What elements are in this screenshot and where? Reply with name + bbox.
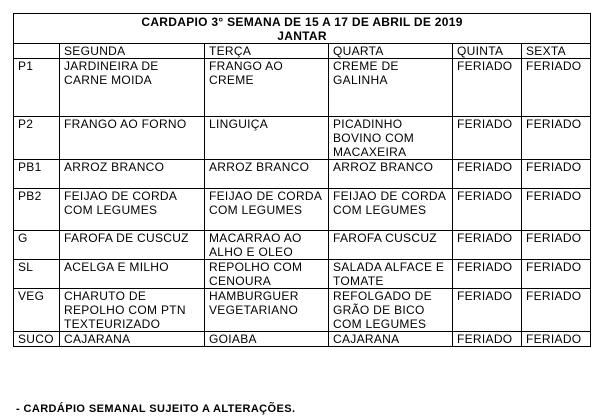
table-cell: FERIADO (453, 289, 522, 332)
table-cell: FERIADO (453, 231, 522, 260)
table-row (14, 160, 591, 189)
table-cell: ARROZ BRANCO (329, 160, 453, 189)
table-cell: FERIADO (453, 160, 522, 189)
row-label: PB2 (14, 189, 60, 231)
table-cell: FAROFA DE CUSCUZ (60, 231, 205, 260)
row-label: P2 (14, 117, 60, 160)
header-row (14, 44, 591, 59)
table-cell: FERIADO (522, 189, 591, 231)
row-label: VEG (14, 289, 60, 332)
table-cell: LINGUIÇA (205, 117, 329, 160)
table-cell: FERIADO (453, 117, 522, 160)
menu-subtitle-text: JANTAR (277, 29, 327, 43)
menu-title-text: CARDAPIO 3° SEMANA DE 15 A 17 DE ABRIL DE 2019 (141, 15, 463, 29)
table-cell: FERIADO (453, 260, 522, 289)
table-row (14, 189, 591, 231)
column-header-label (14, 44, 60, 59)
table-cell: CAJARANA (60, 332, 205, 347)
table-cell: FRANGO AO CREME (205, 59, 329, 117)
column-header-quinta: QUINTA (453, 44, 522, 59)
table-cell: REFOLGADO DE GRÃO DE BICO COM LEGUMES (329, 289, 453, 332)
table-cell: ARROZ BRANCO (205, 160, 329, 189)
table-cell: MACARRAO AO ALHO E OLEO (205, 231, 329, 260)
table-cell: FERIADO (522, 117, 591, 160)
table-row (14, 289, 591, 332)
row-label: P1 (14, 59, 60, 117)
table-cell: PICADINHO BOVINO COM MACAXEIRA (329, 117, 453, 160)
table-row (14, 260, 591, 289)
table-cell: REPOLHO COM CENOURA (205, 260, 329, 289)
table-cell: FERIADO (522, 59, 591, 117)
table-cell: FEIJAO DE CORDA COM LEGUMES (60, 189, 205, 231)
table-cell: SALADA ALFACE E TOMATE (329, 260, 453, 289)
table-cell: CREME DE GALINHA (329, 59, 453, 117)
table-row (14, 332, 591, 347)
table-cell: CHARUTO DE REPOLHO COM PTN TEXTEURIZADO (60, 289, 205, 332)
table-cell: FAROFA CUSCUZ (329, 231, 453, 260)
table-cell: FERIADO (522, 260, 591, 289)
menu-disclaimer-note: - CARDÁPIO SEMANAL SUJEITO A ALTERAÇÕES. (16, 403, 296, 415)
table-cell: JARDINEIRA DE CARNE MOIDA (60, 59, 205, 117)
table-cell: FERIADO (453, 189, 522, 231)
table-cell: FERIADO (522, 332, 591, 347)
table-cell: CAJARANA (329, 332, 453, 347)
row-label: SUCO (14, 332, 60, 347)
table-row (14, 59, 591, 117)
table-cell: FEIJAO DE CORDA COM LEGUMES (329, 189, 453, 231)
table-row (14, 231, 591, 260)
table-cell: HAMBURGUER VEGETARIANO (205, 289, 329, 332)
table-cell: GOIABA (205, 332, 329, 347)
row-label: G (14, 231, 60, 260)
table-row (14, 117, 591, 160)
table-cell: FRANGO AO FORNO (60, 117, 205, 160)
table-cell: ACELGA E MILHO (60, 260, 205, 289)
column-header-terca: TERÇA (205, 44, 329, 59)
row-label: PB1 (14, 160, 60, 189)
table-cell: FEIJAO DE CORDA COM LEGUMES (205, 189, 329, 231)
menu-table (13, 13, 591, 347)
table-cell: FERIADO (453, 332, 522, 347)
column-header-segunda: SEGUNDA (60, 44, 205, 59)
table-cell: FERIADO (453, 59, 522, 117)
column-header-quarta: QUARTA (329, 44, 453, 59)
table-cell: FERIADO (522, 289, 591, 332)
menu-title (14, 14, 591, 44)
table-cell: FERIADO (522, 160, 591, 189)
title-row (14, 14, 591, 44)
table-cell: ARROZ BRANCO (60, 160, 205, 189)
table-cell: FERIADO (522, 231, 591, 260)
row-label: SL (14, 260, 60, 289)
column-header-sexta: SEXTA (522, 44, 591, 59)
